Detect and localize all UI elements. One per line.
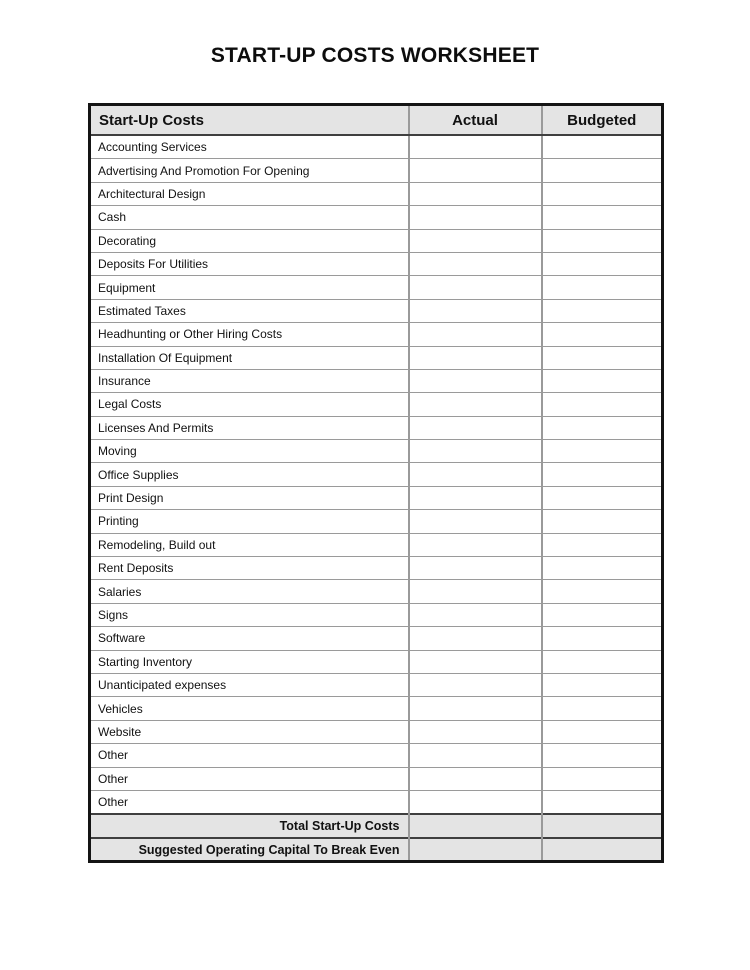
actual-value-cell (409, 206, 542, 229)
budgeted-value-cell (542, 416, 663, 439)
table-row (90, 486, 663, 509)
budgeted-value-cell (542, 252, 663, 275)
table-row (90, 697, 663, 720)
summary-budgeted-cell (542, 838, 663, 862)
cost-item-label: Cash (90, 206, 409, 229)
table-row (90, 720, 663, 743)
actual-value-cell (409, 299, 542, 322)
table-row (90, 767, 663, 790)
budgeted-value-cell (542, 650, 663, 673)
cost-item-label: Rent Deposits (90, 557, 409, 580)
table-row (90, 627, 663, 650)
budgeted-value-cell (542, 299, 663, 322)
table-row (90, 206, 663, 229)
table-row (90, 744, 663, 767)
cost-item-label: Legal Costs (90, 393, 409, 416)
cost-item-label: Printing (90, 510, 409, 533)
actual-value-cell (409, 416, 542, 439)
column-header-startup-costs: Start-Up Costs (90, 105, 409, 136)
column-header-budgeted: Budgeted (542, 105, 663, 136)
table-row (90, 440, 663, 463)
actual-value-cell (409, 767, 542, 790)
actual-value-cell (409, 135, 542, 159)
table-row (90, 416, 663, 439)
table-row (90, 790, 663, 814)
budgeted-value-cell (542, 673, 663, 696)
budgeted-value-cell (542, 463, 663, 486)
budgeted-value-cell (542, 159, 663, 182)
budgeted-value-cell (542, 720, 663, 743)
table-row (90, 346, 663, 369)
cost-item-label: Advertising And Promotion For Opening (90, 159, 409, 182)
cost-item-label: Unanticipated expenses (90, 673, 409, 696)
cost-item-label: Office Supplies (90, 463, 409, 486)
summary-row-label: Total Start-Up Costs (90, 814, 409, 838)
cost-item-label: Equipment (90, 276, 409, 299)
page-title: START-UP COSTS WORKSHEET (210, 44, 540, 67)
table-row (90, 510, 663, 533)
cost-item-label: Print Design (90, 486, 409, 509)
budgeted-value-cell (542, 627, 663, 650)
table-row (90, 229, 663, 252)
actual-value-cell (409, 627, 542, 650)
cost-item-label: Estimated Taxes (90, 299, 409, 322)
actual-value-cell (409, 744, 542, 767)
budgeted-value-cell (542, 486, 663, 509)
budgeted-value-cell (542, 767, 663, 790)
budgeted-value-cell (542, 276, 663, 299)
table-row (90, 603, 663, 626)
budgeted-value-cell (542, 510, 663, 533)
table-row (90, 252, 663, 275)
cost-item-label: Software (90, 627, 409, 650)
summary-row (90, 814, 663, 838)
cost-item-label: Salaries (90, 580, 409, 603)
actual-value-cell (409, 720, 542, 743)
table-row (90, 159, 663, 182)
summary-row (90, 838, 663, 862)
cost-item-label: Licenses And Permits (90, 416, 409, 439)
cost-item-label: Other (90, 744, 409, 767)
cost-item-label: Deposits For Utilities (90, 252, 409, 275)
actual-value-cell (409, 790, 542, 814)
table-row (90, 580, 663, 603)
actual-value-cell (409, 673, 542, 696)
budgeted-value-cell (542, 580, 663, 603)
budgeted-value-cell (542, 603, 663, 626)
table-row (90, 276, 663, 299)
cost-item-label: Vehicles (90, 697, 409, 720)
column-header-actual: Actual (409, 105, 542, 136)
actual-value-cell (409, 182, 542, 205)
budgeted-value-cell (542, 393, 663, 416)
table-row (90, 557, 663, 580)
actual-value-cell (409, 323, 542, 346)
budgeted-value-cell (542, 744, 663, 767)
table-row (90, 182, 663, 205)
cost-item-label: Other (90, 767, 409, 790)
actual-value-cell (409, 440, 542, 463)
actual-value-cell (409, 580, 542, 603)
budgeted-value-cell (542, 557, 663, 580)
budgeted-value-cell (542, 323, 663, 346)
actual-value-cell (409, 369, 542, 392)
table-row (90, 299, 663, 322)
cost-item-label: Starting Inventory (90, 650, 409, 673)
cost-item-label: Accounting Services (90, 135, 409, 159)
header-row (90, 105, 663, 136)
actual-value-cell (409, 697, 542, 720)
cost-item-label: Decorating (90, 229, 409, 252)
budgeted-value-cell (542, 533, 663, 556)
summary-actual-cell (409, 814, 542, 838)
actual-value-cell (409, 346, 542, 369)
table-header (90, 105, 663, 136)
startup-costs-table (88, 103, 664, 863)
summary-budgeted-cell (542, 814, 663, 838)
budgeted-value-cell (542, 790, 663, 814)
actual-value-cell (409, 510, 542, 533)
actual-value-cell (409, 603, 542, 626)
cost-item-label: Other (90, 790, 409, 814)
actual-value-cell (409, 229, 542, 252)
budgeted-value-cell (542, 697, 663, 720)
cost-item-label: Headhunting or Other Hiring Costs (90, 323, 409, 346)
actual-value-cell (409, 252, 542, 275)
budgeted-value-cell (542, 346, 663, 369)
summary-actual-cell (409, 838, 542, 862)
budgeted-value-cell (542, 369, 663, 392)
cost-item-label: Installation Of Equipment (90, 346, 409, 369)
budgeted-value-cell (542, 135, 663, 159)
actual-value-cell (409, 276, 542, 299)
cost-item-label: Insurance (90, 369, 409, 392)
actual-value-cell (409, 486, 542, 509)
cost-item-label: Moving (90, 440, 409, 463)
table-row (90, 369, 663, 392)
table-row (90, 135, 663, 159)
cost-item-label: Architectural Design (90, 182, 409, 205)
budgeted-value-cell (542, 206, 663, 229)
summary-rows (90, 814, 663, 862)
actual-value-cell (409, 159, 542, 182)
table-row (90, 673, 663, 696)
budgeted-value-cell (542, 182, 663, 205)
actual-value-cell (409, 393, 542, 416)
budgeted-value-cell (542, 229, 663, 252)
table-row (90, 463, 663, 486)
actual-value-cell (409, 557, 542, 580)
table-row (90, 393, 663, 416)
cost-item-label: Website (90, 720, 409, 743)
table-row (90, 650, 663, 673)
summary-row-label: Suggested Operating Capital To Break Even (90, 838, 409, 862)
cost-item-label: Signs (90, 603, 409, 626)
actual-value-cell (409, 650, 542, 673)
actual-value-cell (409, 533, 542, 556)
actual-value-cell (409, 463, 542, 486)
cost-item-label: Remodeling, Build out (90, 533, 409, 556)
cost-item-rows (90, 135, 663, 814)
table-row (90, 323, 663, 346)
budgeted-value-cell (542, 440, 663, 463)
table-row (90, 533, 663, 556)
